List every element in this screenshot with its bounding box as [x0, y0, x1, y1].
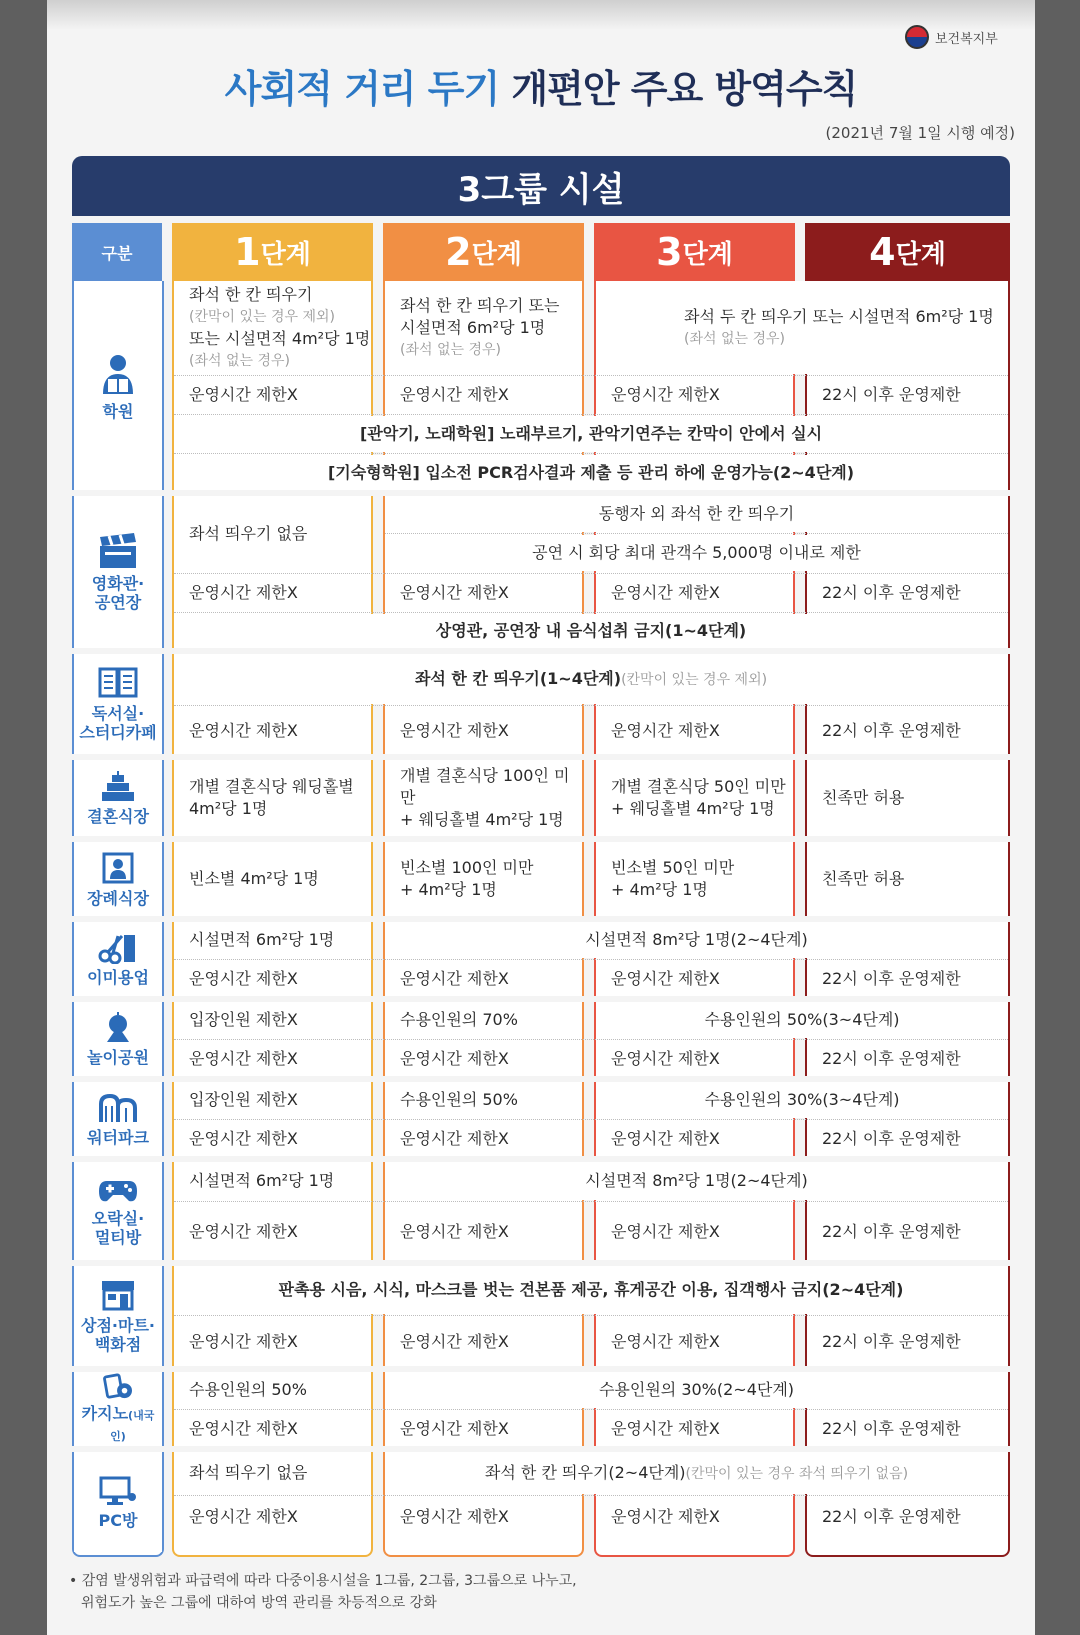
waterpark-s2-hours: 운영시간 제한X	[385, 1121, 582, 1156]
stage-2-word: 단계	[471, 239, 522, 270]
taegeuk-icon	[905, 25, 929, 49]
amusement-s2-hours: 운영시간 제한X	[385, 1041, 582, 1076]
category-wedding-label: 결혼식장	[87, 806, 149, 826]
category-amusement	[74, 1002, 162, 1076]
cinema-s2-hours: 운영시간 제한X	[385, 575, 582, 611]
group-banner: 3그룹 시설	[72, 156, 1010, 216]
footnote-line-1: • 감염 발생위험과 파급력에 따라 다중이용시설을 1그룹, 2그룹, 3그룹으로 나누고,	[69, 1573, 577, 1589]
casino-s3-hours: 운영시간 제한X	[596, 1411, 793, 1446]
study-all-seating-text: 좌석 한 칸 띄우기(1~4단계)	[414, 668, 622, 688]
gamepad-icon	[97, 1175, 139, 1205]
category-pcroom	[74, 1452, 162, 1552]
footnote	[69, 1570, 577, 1614]
category-waterpark	[74, 1082, 162, 1156]
cinema-s1-hours: 운영시간 제한X	[174, 575, 371, 611]
academy-s1-hours: 운영시간 제한X	[174, 377, 371, 413]
academy-s2-line3: (좌석 없는 경우)	[400, 341, 501, 358]
category-store-label-2: 백화점	[94, 1335, 142, 1354]
category-waterpark-label: 워터파크	[87, 1127, 149, 1147]
arcade-s24-capacity: 시설면적 8m²당 1명(2~4단계)	[385, 1162, 1008, 1200]
wedding-s2-line1: 개별 결혼식당 100인 미만	[400, 766, 570, 807]
casino-s4-hours: 22시 이후 운영제한	[807, 1411, 1008, 1446]
funeral-s3	[596, 842, 793, 916]
store-s2-hours: 운영시간 제한X	[385, 1317, 582, 1366]
amusement-s3-hours: 운영시간 제한X	[596, 1041, 793, 1076]
cinema-s1-seating: 좌석 띄우기 없음	[174, 496, 371, 572]
header-stage-4	[805, 223, 1010, 281]
header-stage-3	[594, 223, 795, 281]
category-wedding	[74, 760, 162, 836]
arcade-s4-hours: 22시 이후 운영제한	[807, 1203, 1008, 1260]
stage-1-word: 단계	[260, 239, 311, 270]
category-study-label-2: 스터디카페	[79, 723, 157, 742]
wedding-s2	[385, 760, 582, 836]
academy-s1-line2: (칸막이 있는 경우 제외)	[189, 308, 335, 325]
effective-date: (2021년 7월 1일 시행 예정)	[825, 124, 1015, 142]
store-s3-hours: 운영시간 제한X	[596, 1317, 793, 1366]
category-casino-label	[74, 1404, 162, 1446]
stage-1-number: 1	[234, 230, 261, 274]
funeral-s4: 친족만 허용	[807, 842, 1008, 916]
beauty-s4-hours: 22시 이후 운영제한	[807, 961, 1008, 996]
store-note: 판촉용 시음, 시식, 마스크를 벗는 견본품 제공, 휴게공간 이용, 집객행사 금지(2~4단계)	[174, 1266, 1008, 1314]
study-s4-hours: 22시 이후 운영제한	[807, 707, 1008, 754]
arcade-s3-hours: 운영시간 제한X	[596, 1203, 793, 1260]
category-amusement-label: 놀이공원	[87, 1047, 149, 1067]
study-s1-hours: 운영시간 제한X	[174, 707, 371, 754]
beauty-s1-capacity: 시설면적 6m²당 1명	[174, 922, 371, 958]
category-study	[74, 654, 162, 754]
pcroom-s1-seating: 좌석 띄우기 없음	[174, 1452, 371, 1494]
academy-s2-line1: 좌석 한 칸 띄우기 또는	[400, 295, 560, 315]
store-s4-hours: 22시 이후 운영제한	[807, 1317, 1008, 1366]
wedding-s2-line2: + 웨딩홀별 4m²당 1명	[400, 810, 564, 829]
waterpark-s34: 수용인원의 30%(3~4단계)	[596, 1082, 1008, 1118]
cinema-s3-hours: 운영시간 제한X	[596, 575, 793, 611]
category-pcroom-label: PC방	[98, 1510, 138, 1530]
amusement-s4-hours: 22시 이후 운영제한	[807, 1041, 1008, 1076]
amusement-s1-hours: 운영시간 제한X	[174, 1041, 371, 1076]
category-arcade-label-2: 멀티방	[94, 1228, 142, 1247]
academy-stage34-capacity	[596, 281, 1008, 374]
category-cinema-label-1: 영화관·	[91, 574, 145, 593]
category-beauty-label: 이미용업	[87, 967, 149, 987]
ministry-name: 보건복지부	[935, 31, 998, 47]
funeral-s2-line2: + 4m²당 1명	[400, 880, 497, 899]
header-category: 구분	[72, 223, 162, 281]
category-study-label-1: 독서실·	[91, 704, 145, 723]
casino-s24-capacity: 수용인원의 30%(2~4단계)	[385, 1372, 1008, 1408]
stage-4-number: 4	[869, 230, 896, 274]
wedding-s1-line2: 4m²당 1명	[189, 799, 268, 818]
waterpark-s3-hours: 운영시간 제한X	[596, 1121, 793, 1156]
stage-3-word: 단계	[682, 239, 733, 270]
water-slide-icon	[98, 1092, 138, 1124]
title-part-2: 개편안 주요 방역수칙	[511, 67, 858, 111]
amusement-ride-icon	[99, 1012, 137, 1044]
top-shade	[47, 0, 1035, 30]
waterpark-s1-hours: 운영시간 제한X	[174, 1121, 371, 1156]
academy-note-boarding: [기숙형학원] 입소전 PCR검사결과 제출 등 관리 하에 운영가능(2~4단계)	[174, 455, 1008, 491]
cinema-s24-audience: 공연 시 회당 최대 관객수 5,000명 이내로 제한	[385, 535, 1008, 571]
wedding-s1-line1: 개별 결혼식당 웨딩홀별	[189, 777, 354, 796]
academy-s3-hours: 운영시간 제한X	[596, 377, 793, 413]
category-arcade	[74, 1162, 162, 1260]
header-stage-2	[383, 223, 584, 281]
study-all-seating-note: (칸막이 있는 경우 제외)	[621, 671, 768, 688]
header-stage-1	[172, 223, 373, 281]
wedding-s3-line1: 개별 결혼식당 50인 미만	[611, 777, 786, 796]
wedding-s3-line2: + 웨딩홀별 4m²당 1명	[611, 799, 775, 818]
beauty-s3-hours: 운영시간 제한X	[596, 961, 793, 996]
academy-s1-line1: 좌석 한 칸 띄우기	[189, 284, 313, 304]
academy-s1-line4: (좌석 없는 경우)	[189, 352, 290, 369]
amusement-s1: 입장인원 제한X	[174, 1002, 371, 1038]
beauty-s1-hours: 운영시간 제한X	[174, 961, 371, 996]
storefront-icon	[99, 1278, 137, 1312]
footnote-line-2: 위험도가 높은 그룹에 대하여 방역 관리를 차등적으로 강화	[81, 1595, 437, 1611]
store-s1-hours: 운영시간 제한X	[174, 1317, 371, 1366]
casino-name-qualifier: (내국인)	[110, 1409, 155, 1443]
ministry-logo	[905, 24, 998, 50]
clapperboard-icon	[97, 532, 139, 570]
funeral-s2-line1: 빈소별 100인 미만	[400, 858, 534, 877]
category-store-label-1: 상점·마트·	[81, 1316, 155, 1335]
casino-s2-hours: 운영시간 제한X	[385, 1411, 582, 1446]
wedding-s1	[174, 760, 371, 836]
category-cinema-label-2: 공연장	[94, 593, 142, 612]
academy-stage2-capacity	[385, 281, 582, 374]
pcroom-s24-seating	[385, 1452, 1008, 1494]
waterpark-s2: 수용인원의 50%	[385, 1082, 582, 1118]
category-cinema	[74, 496, 162, 648]
academy-note-instrument: [관악기, 노래학원] 노래부르기, 관악기연주는 칸막이 안에서 실시	[174, 416, 1008, 452]
pcroom-s24-seating-text: 좌석 한 칸 띄우기(2~4단계)	[484, 1462, 686, 1482]
title-part-1: 사회적 거리 두기	[224, 67, 500, 111]
category-academy	[74, 283, 162, 489]
cards-chip-icon	[101, 1372, 135, 1400]
study-s2-hours: 운영시간 제한X	[385, 707, 582, 754]
category-funeral-label: 장례식장	[87, 888, 149, 908]
funeral-s2	[385, 842, 582, 916]
study-all-seating	[174, 654, 1008, 704]
category-store	[74, 1266, 162, 1366]
beauty-s24-capacity: 시설면적 8m²당 1명(2~4단계)	[385, 922, 1008, 958]
stage-3-number: 3	[656, 230, 683, 274]
arcade-s1-capacity: 시설면적 6m²당 1명	[174, 1162, 371, 1200]
study-s3-hours: 운영시간 제한X	[596, 707, 793, 754]
casino-s1-hours: 운영시간 제한X	[174, 1411, 371, 1446]
waterpark-s4-hours: 22시 이후 운영제한	[807, 1121, 1008, 1156]
cinema-s4-hours: 22시 이후 운영제한	[807, 575, 1008, 611]
academy-s1-line3: 또는 시설면적 4m²당 1명	[189, 328, 371, 348]
stage-2-number: 2	[445, 230, 472, 274]
student-reading-icon	[95, 352, 141, 398]
cinema-s24-seating: 동행자 외 좌석 한 칸 띄우기	[385, 496, 1008, 532]
category-casino	[74, 1372, 162, 1446]
category-arcade-label-1: 오락실·	[91, 1209, 145, 1228]
academy-s34-line2: (좌석 없는 경우)	[684, 330, 785, 347]
amusement-s34: 수용인원의 50%(3~4단계)	[596, 1002, 1008, 1038]
open-book-icon	[97, 666, 139, 700]
funeral-s3-line2: + 4m²당 1명	[611, 880, 708, 899]
pcroom-s3-hours: 운영시간 제한X	[596, 1497, 793, 1537]
casino-name: 카지노	[81, 1404, 129, 1423]
arcade-s2-hours: 운영시간 제한X	[385, 1203, 582, 1260]
beauty-s2-hours: 운영시간 제한X	[385, 961, 582, 996]
pcroom-s1-hours: 운영시간 제한X	[174, 1497, 371, 1537]
funeral-s1: 빈소별 4m²당 1명	[174, 842, 371, 916]
wedding-s4: 친족만 허용	[807, 760, 1008, 836]
academy-s2-hours: 운영시간 제한X	[385, 377, 582, 413]
wedding-cake-icon	[99, 771, 137, 803]
arcade-s1-hours: 운영시간 제한X	[174, 1203, 371, 1260]
pcroom-s4-hours: 22시 이후 운영제한	[807, 1497, 1008, 1537]
casino-s1-capacity: 수용인원의 50%	[174, 1372, 371, 1408]
stage-4-word: 단계	[895, 239, 946, 270]
poster	[47, 0, 1035, 1635]
academy-s2-line2: 시설면적 6m²당 1명	[400, 317, 546, 337]
academy-s34-line1: 좌석 두 칸 띄우기 또는 시설면적 6m²당 1명	[684, 306, 994, 326]
academy-stage1-capacity	[174, 281, 371, 374]
amusement-s2: 수용인원의 70%	[385, 1002, 582, 1038]
pcroom-s24-seating-note: (칸막이 있는 경우 좌석 띄우기 없음)	[685, 1465, 909, 1482]
scissors-comb-icon	[98, 932, 138, 964]
memorial-portrait-icon	[101, 851, 135, 885]
academy-s4-hours: 22시 이후 운영제한	[807, 377, 1008, 413]
cinema-note-food: 상영관, 공연장 내 음식섭취 금지(1~4단계)	[174, 614, 1008, 648]
wedding-s3	[596, 760, 793, 836]
category-academy-label: 학원	[102, 401, 134, 421]
category-funeral	[74, 842, 162, 916]
computer-monitor-icon	[98, 1475, 138, 1507]
waterpark-s1: 입장인원 제한X	[174, 1082, 371, 1118]
page-title	[47, 58, 1035, 113]
pcroom-s2-hours: 운영시간 제한X	[385, 1497, 582, 1537]
category-beauty	[74, 922, 162, 996]
funeral-s3-line1: 빈소별 50인 미만	[611, 858, 735, 877]
